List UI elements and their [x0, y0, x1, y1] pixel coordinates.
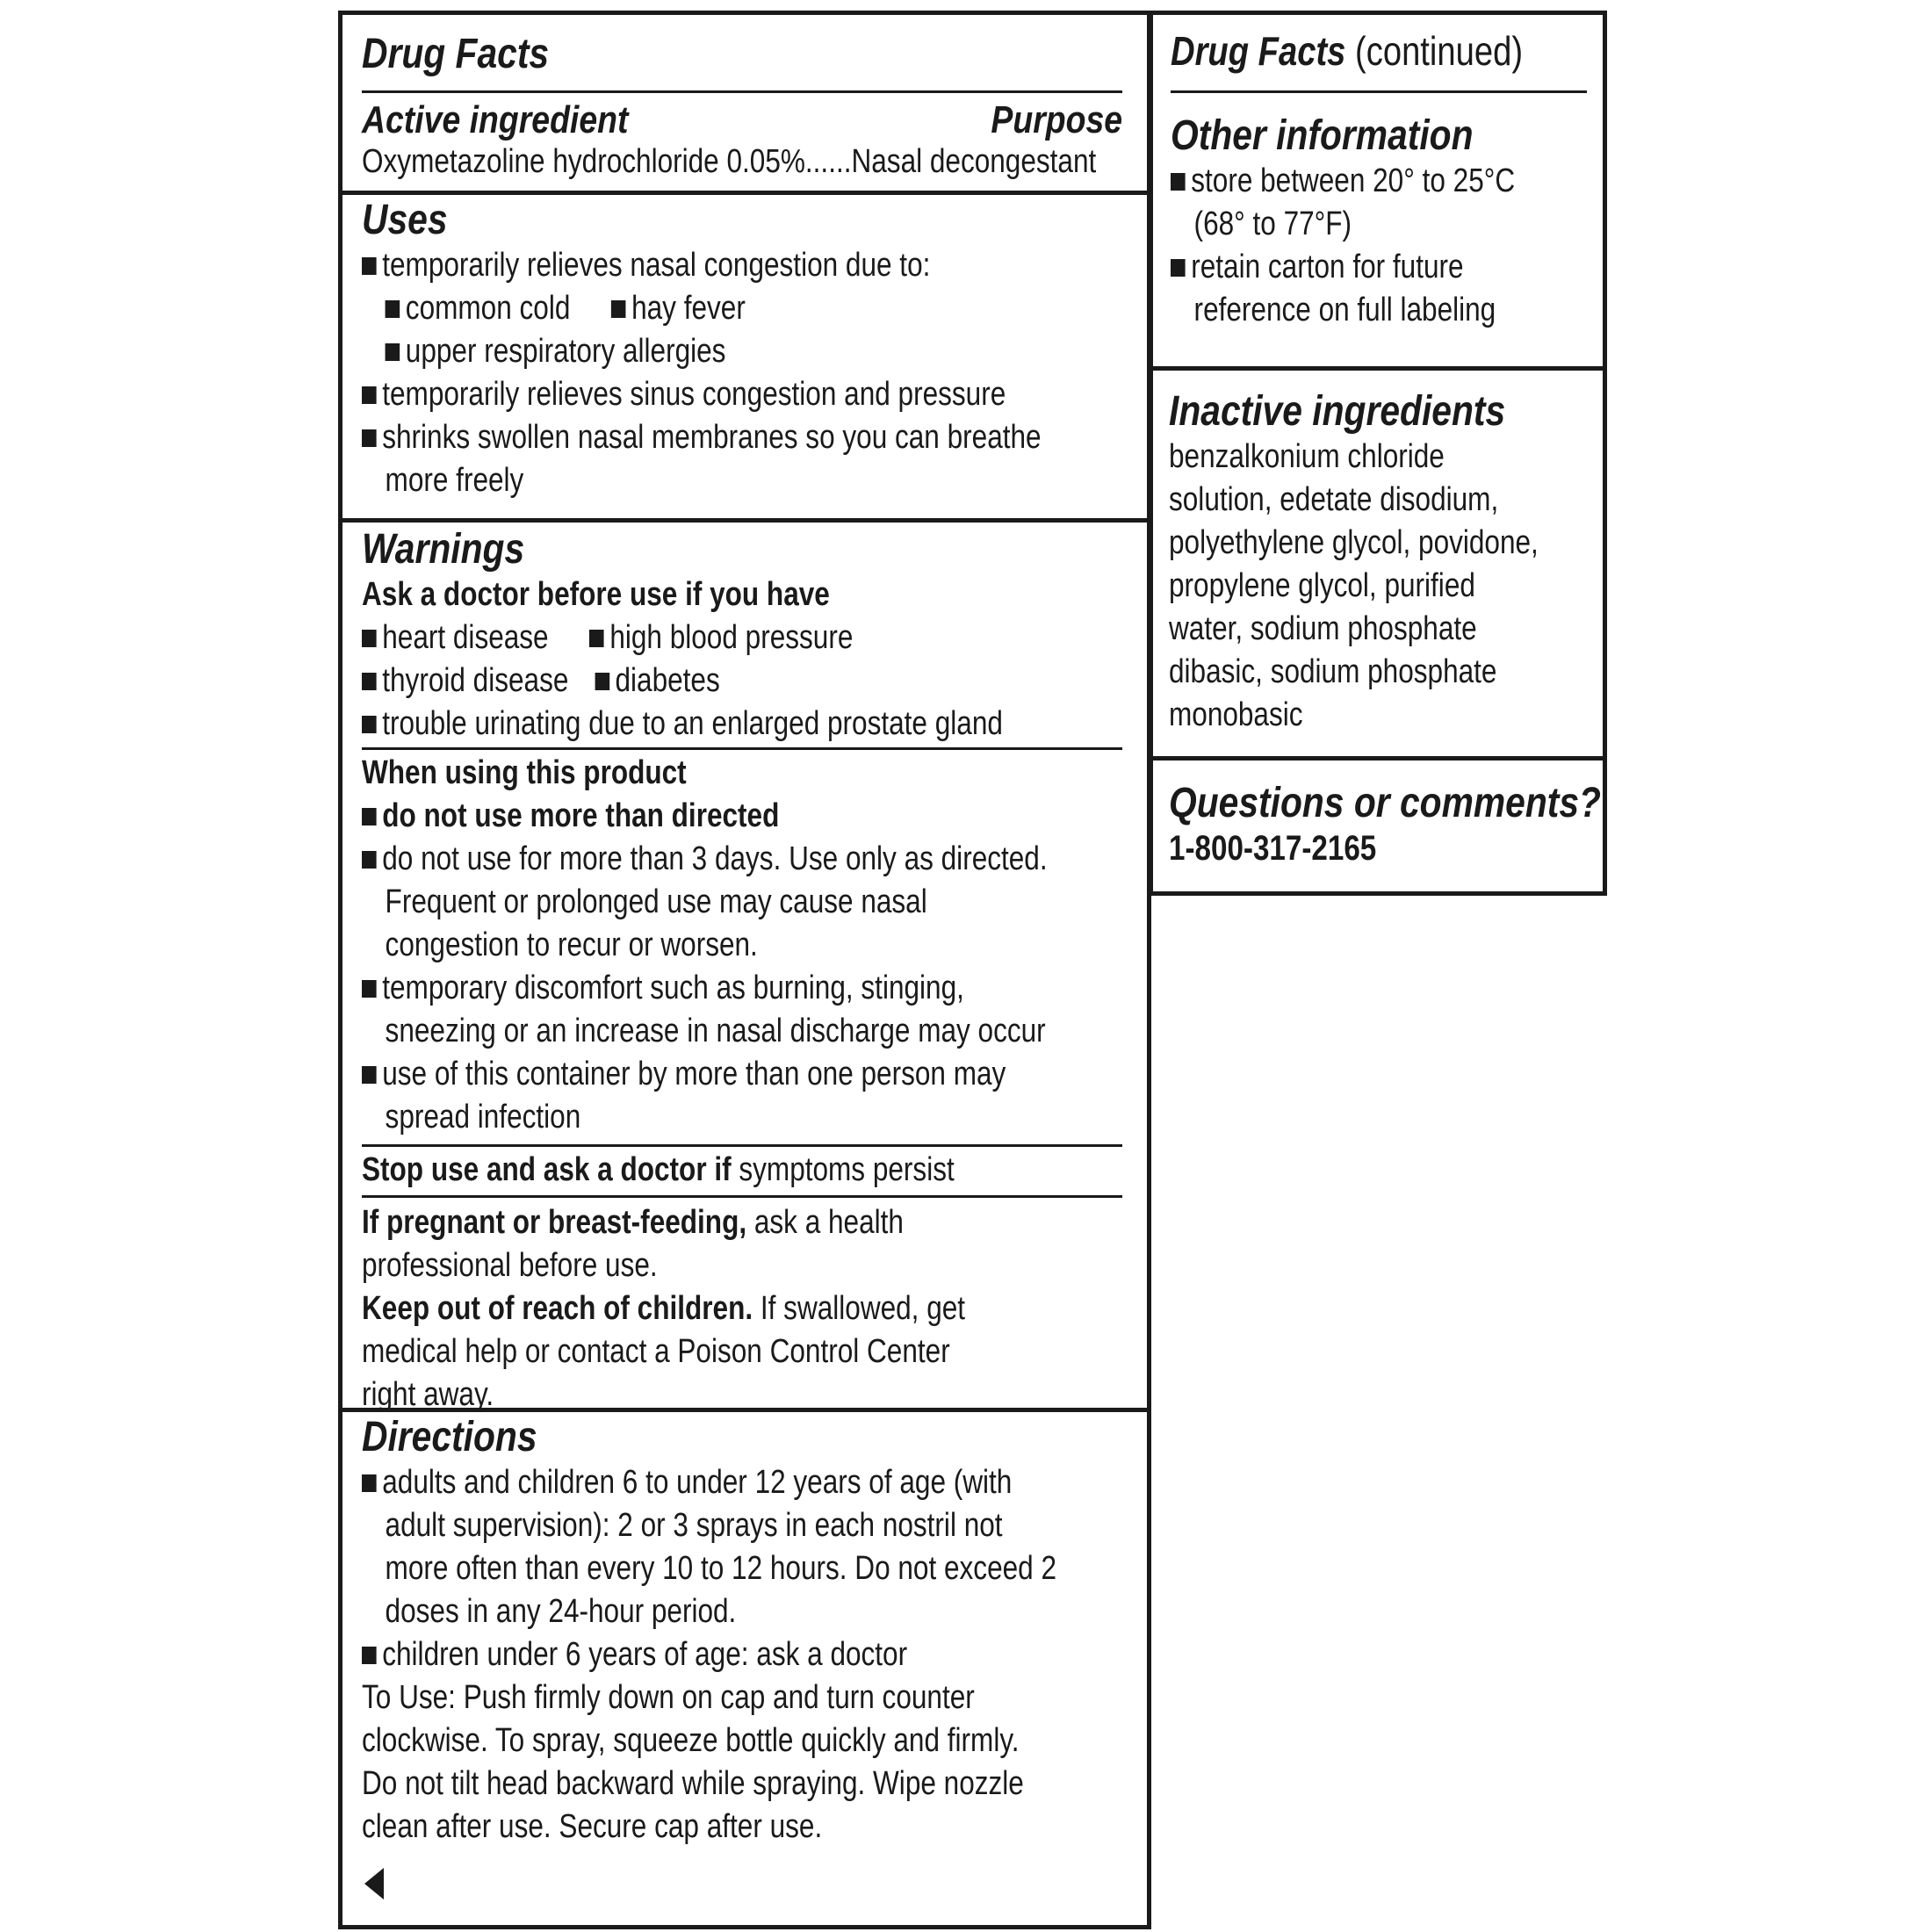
other-information-section: [1153, 15, 1603, 366]
condition-item: heart disease: [382, 619, 549, 656]
directions-item-continued: doses in any 24-hour period.: [385, 1593, 737, 1630]
square-bullet-icon: [1171, 173, 1186, 191]
panel-title: Drug Facts: [362, 31, 550, 77]
triangle-left-icon: [364, 1868, 384, 1900]
square-bullet-icon: [1171, 259, 1186, 277]
condition-item: thyroid disease: [382, 662, 569, 699]
purpose-heading: Purpose: [991, 98, 1122, 141]
condition-item: trouble urinating due to an enlarged prostate gland: [382, 705, 1003, 742]
square-bullet-icon: [362, 808, 377, 825]
drug-facts-continued-panel: [1149, 11, 1607, 896]
when-using-item-continued: Frequent or prolonged use may cause nasal: [385, 883, 927, 920]
square-bullet-icon: [589, 630, 604, 647]
when-using-item: do not use for more than 3 days. Use only as directed.: [382, 840, 1048, 877]
uses-subitem: common cold: [405, 290, 571, 327]
directions-item: children under 6 years of age: ask a doctor: [382, 1636, 908, 1673]
square-bullet-icon: [362, 386, 377, 404]
square-bullet-icon: [362, 1647, 377, 1664]
uses-subitem: upper respiratory allergies: [405, 333, 726, 370]
stop-use-heading: Stop use and ask a doctor if: [362, 1151, 732, 1188]
directions-section: [342, 1408, 1147, 1926]
uses-item: temporarily relieves sinus congestion and pressure: [382, 376, 1006, 413]
square-bullet-icon: [362, 1474, 377, 1492]
square-bullet-icon: [386, 343, 400, 361]
when-using-item: do not use more than directed: [382, 797, 780, 834]
continued-label: (continued): [1345, 28, 1524, 74]
directions-item-continued: more often than every 10 to 12 hours. Do not exceed 2: [385, 1550, 1057, 1587]
condition-item: diabetes: [615, 662, 720, 699]
other-info-item: store between 20° to 25°C: [1191, 162, 1516, 199]
inactive-ingredients-line: benzalkonium chloride: [1169, 438, 1445, 475]
warnings-section: [342, 518, 1147, 1413]
to-use-text: To Use: Push firmly down on cap and turn counter: [362, 1679, 975, 1716]
when-using-item-continued: sneezing or an increase in nasal discharge may occur: [385, 1013, 1046, 1049]
questions-section: [1153, 756, 1603, 888]
square-bullet-icon: [362, 429, 377, 447]
square-bullet-icon: [386, 300, 400, 318]
keep-out-text: If swallowed, get: [753, 1290, 966, 1327]
divider: [362, 1144, 1122, 1147]
pregnant-text-continued: professional before use.: [362, 1247, 658, 1284]
to-use-text: clockwise. To spray, squeeze bottle quickly and firmly.: [362, 1722, 1020, 1759]
when-using-item-continued: congestion to recur or worsen.: [385, 926, 758, 963]
phone-number[interactable]: 1-800-317-2165: [1169, 829, 1377, 868]
inactive-ingredients-line: polyethylene glycol, povidone,: [1169, 524, 1539, 561]
when-using-item: temporary discomfort such as burning, stinging,: [382, 970, 964, 1006]
other-info-item-continued: reference on full labeling: [1193, 292, 1496, 328]
square-bullet-icon: [595, 673, 609, 690]
to-use-text: Do not tilt head backward while spraying. Wipe nozzle: [362, 1765, 1024, 1802]
inactive-ingredients-line: solution, edetate disodium,: [1169, 481, 1499, 518]
square-bullet-icon: [362, 1066, 377, 1084]
divider: [1171, 90, 1587, 93]
questions-heading: Questions or comments?: [1169, 780, 1601, 826]
inactive-ingredients-heading: Inactive ingredients: [1169, 388, 1506, 435]
when-using-item: use of this container by more than one person may: [382, 1056, 1006, 1092]
square-bullet-icon: [362, 851, 377, 869]
square-bullet-icon: [611, 300, 626, 318]
active-ingredient-heading: Active ingredient: [362, 98, 629, 141]
square-bullet-icon: [362, 980, 377, 998]
inactive-ingredients-line: dibasic, sodium phosphate: [1169, 653, 1497, 690]
uses-item: shrinks swollen nasal membranes so you can breathe: [382, 419, 1042, 456]
uses-section: [342, 191, 1147, 518]
divider: [362, 1195, 1122, 1198]
other-info-item-continued: (68° to 77°F): [1193, 205, 1352, 242]
drug-facts-panel: [338, 11, 1151, 1929]
directions-item-continued: adult supervision): 2 or 3 sprays in each nostril not: [385, 1507, 1003, 1544]
divider: [362, 747, 1122, 750]
pregnant-text: ask a health: [746, 1204, 904, 1241]
square-bullet-icon: [362, 716, 377, 733]
keep-out-heading: Keep out of reach of children.: [362, 1290, 753, 1327]
square-bullet-icon: [362, 673, 377, 690]
square-bullet-icon: [362, 630, 377, 647]
condition-item: high blood pressure: [609, 619, 854, 656]
pregnant-heading: If pregnant or breast-feeding,: [362, 1204, 747, 1241]
other-information-heading: Other information: [1171, 112, 1474, 159]
uses-item-continued: more freely: [385, 462, 524, 499]
to-use-text: clean after use. Secure cap after use.: [362, 1808, 823, 1845]
keep-out-text-continued: medical help or contact a Poison Control Center: [362, 1333, 950, 1370]
continued-title: Drug Facts: [1171, 28, 1346, 74]
active-ingredient-section: [342, 15, 1147, 191]
other-info-item: retain carton for future: [1191, 249, 1464, 285]
directions-item: adults and children 6 to under 12 years of age (with: [382, 1464, 1013, 1501]
ask-doctor-heading: Ask a doctor before use if you have: [362, 576, 830, 613]
uses-subitem: hay fever: [631, 290, 746, 327]
inactive-ingredients-line: propylene glycol, purified: [1169, 567, 1475, 604]
square-bullet-icon: [362, 257, 377, 275]
inactive-ingredients-line: monobasic: [1169, 696, 1303, 733]
warnings-heading: Warnings: [362, 526, 525, 573]
keep-out-text-continued: right away.: [362, 1376, 494, 1413]
directions-heading: Directions: [362, 1414, 537, 1460]
active-ingredient-line: Oxymetazoline hydrochloride 0.05%......Nasal decongestant: [362, 143, 1097, 180]
when-using-item-continued: spread infection: [385, 1099, 581, 1135]
uses-heading: Uses: [362, 197, 448, 243]
inactive-ingredients-line: water, sodium phosphate: [1169, 610, 1477, 647]
stop-use-text: symptoms persist: [731, 1151, 955, 1188]
divider: [362, 90, 1122, 93]
when-using-heading: When using this product: [362, 754, 687, 791]
uses-item: temporarily relieves nasal congestion due to:: [382, 247, 931, 284]
inactive-ingredients-section: [1153, 366, 1603, 756]
